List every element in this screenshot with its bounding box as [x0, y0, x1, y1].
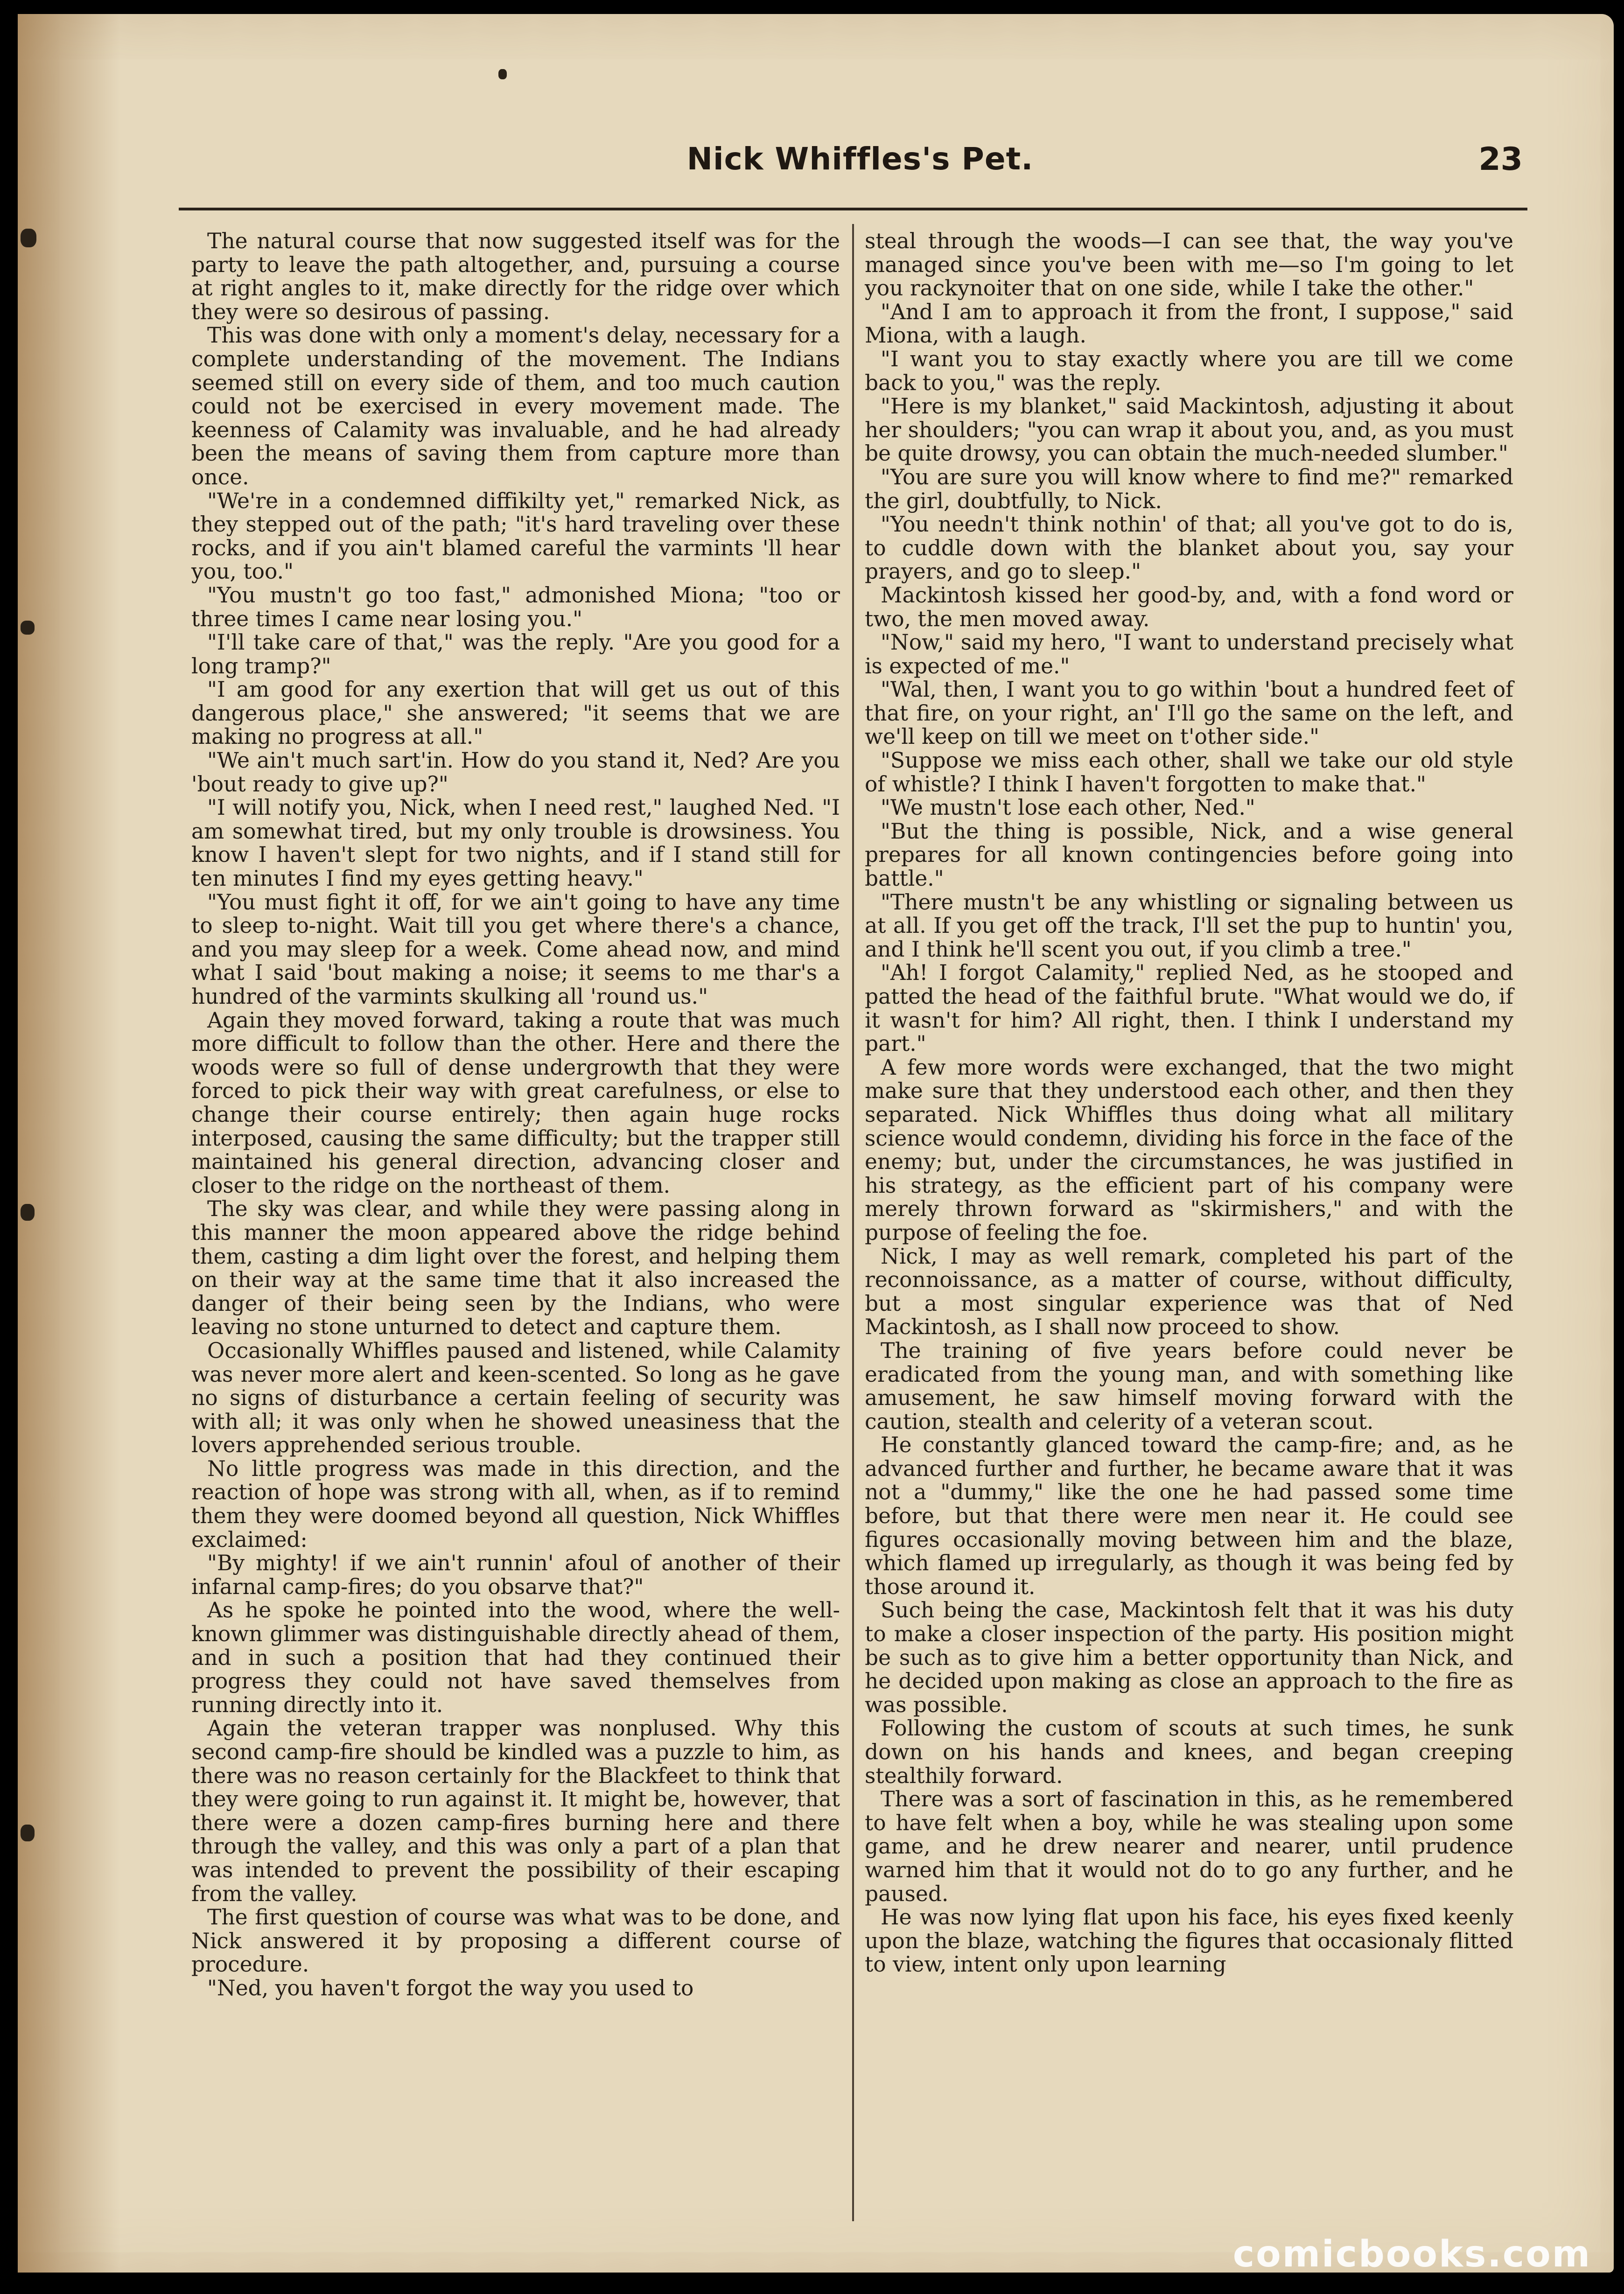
- paragraph: Again the veteran trapper was nonplused. Why this second camp-fire should be kindled was a puzzle to him, as there was no reason certainly for the Blackfeet to think that they were going to run against it. It might be, however, that there were a dozen camp-fires burning here and there through the valley, and this was only a part of a plan that was intended to prevent the possibility of their escaping from the valley.: [191, 1716, 840, 1906]
- book-page: [18, 14, 1614, 2273]
- paragraph: "You mustn't go too fast," admonished Miona; "too or three times I came near losing you.": [191, 582, 840, 631]
- paragraph: "I want you to stay exactly where you are till we come back to you," was the reply.: [865, 346, 1513, 395]
- paragraph: "Suppose we miss each other, shall we take our old style of whistle? I think I haven't forgotten to make that.": [865, 748, 1513, 797]
- left-column: [191, 230, 840, 2000]
- paragraph: "We're in a condemned diffikilty yet," remarked Nick, as they stepped out of the path; "it's hard traveling over these rocks, and if you ain't blamed careful the varmints 'll hear you, too.": [191, 488, 840, 584]
- binding-hole: [21, 1204, 35, 1221]
- paragraph: "We ain't much sart'in. How do you stand it, Ned? Are you 'bout ready to give up?": [191, 748, 840, 797]
- paragraph: "But the thing is possible, Nick, and a wise general prepares for all known contingencies before going into battle.": [865, 818, 1513, 891]
- paragraph: "There mustn't be any whistling or signaling between us at all. If you get off the track, I'll set the pup to huntin' you, and I think he'll scent you out, if you climb a tree.": [865, 889, 1513, 962]
- paragraph: A few more words were exchanged, that the two might make sure that they understood each other, and then they separated. Nick Whiffles thus doing what all military science would condemn, dividing his force in the face of the enemy; but, under the circumstances, he was justified in his strategy, as the efficient part of his company were merely thrown forward as "skirmishers," and with the purpose of feeling the foe.: [865, 1055, 1513, 1245]
- paragraph: "You needn't think nothin' of that; all you've got to do is, to cuddle down with the blanket about you, say your prayers, and go to sleep.": [865, 512, 1513, 584]
- binding-hole: [21, 1825, 35, 1841]
- paragraph: Following the custom of scouts at such times, he sunk down on his hands and knees, and began creeping stealthily forward.: [865, 1716, 1513, 1788]
- page-edge-stain: [18, 14, 120, 2273]
- watermark: comicbooks.com: [1232, 2233, 1591, 2275]
- paragraph: "Ah! I forgot Calamity," replied Ned, as he stooped and patted the head of the faithful brute. "What would we do, if it wasn't for him? All right, then. I think I understand my part.": [865, 960, 1513, 1056]
- paragraph: steal through the woods—I can see that, the way you've managed since you've been with me—so I'm going to let you rackynoiter that on one side, while I take the other.": [865, 229, 1513, 301]
- paragraph: "Here is my blanket," said Mackintosh, adjusting it about her shoulders; "you can wrap it about you, and, as you must be quite drowsy, you can obtain the much-needed slumber.": [865, 394, 1513, 466]
- paragraph: "Ned, you haven't forgot the way you used to: [207, 1975, 694, 2000]
- right-column: [865, 230, 1513, 1977]
- page-number: 23: [1478, 141, 1523, 178]
- paragraph: He constantly glanced toward the camp-fire; and, as he advanced further and further, he became aware that it was not a "dummy," like the one he had passed some time before, but that there were men near it. He could see figures occasionally moving between him and the blaze, which flamed up irregularly, as though it was being fed by those around it.: [865, 1433, 1513, 1599]
- ink-speck: [498, 69, 507, 79]
- paragraph: "Wal, then, I want you to go within 'bout a hundred feet of that fire, on your right, an' I'll go the same on the left, and we'll keep on till we meet on t'other side.": [865, 677, 1513, 749]
- paragraph: "I'll take care of that," was the reply. "Are you good for a long tramp?": [191, 630, 840, 678]
- paragraph: "We mustn't lose each other, Ned.": [881, 795, 1255, 820]
- running-title: Nick Whiffles's Pet.: [686, 141, 1034, 177]
- paragraph: "I am good for any exertion that will get us out of this dangerous place," she answered; "it seems that we are making no progress at all.": [191, 677, 840, 749]
- column-divider: [852, 224, 854, 2221]
- paragraph: Occasionally Whiffles paused and listened, while Calamity was never more alert and keen-scented. So long as he gave no signs of disturbance a certain feeling of security was with all; it was only when he showed uneasiness that the lovers apprehended serious trouble.: [191, 1338, 840, 1458]
- paragraph: "I will notify you, Nick, when I need rest," laughed Ned. "I am somewhat tired, but my only trouble is drowsiness. You know I haven't slept for two nights, and if I stand still for ten minutes I find my eyes getting heavy.": [191, 795, 840, 891]
- paragraph: There was a sort of fascination in this, as he remembered to have felt when a boy, while he was stealing upon some game, and he drew nearer and nearer, until prudence warned him that it would not do to go any further, and he paused.: [865, 1787, 1513, 1906]
- page-header: [197, 141, 1523, 192]
- binding-hole: [21, 621, 35, 635]
- paragraph: As he spoke he pointed into the wood, where the well-known glimmer was distinguishable directly ahead of them, and in such a position that had they continued their progress they could not have saved themselves from running directly into it.: [191, 1598, 840, 1717]
- paragraph: "You are sure you will know where to find me?" remarked the girl, doubtfully, to Nick.: [865, 464, 1513, 513]
- paragraph: The first question of course was what was to be done, and Nick answered it by proposing a different course of procedure.: [191, 1905, 840, 1977]
- paragraph: "By mighty! if we ain't runnin' afoul of another of their infarnal camp-fires; do you obsarve that?": [191, 1551, 840, 1599]
- paragraph: The natural course that now suggested itself was for the party to leave the path altogether, and, pursuing a course at right angles to it, make directly for the ridge over which they were so desirous of passing.: [191, 229, 840, 324]
- paragraph: The training of five years before could never be eradicated from the young man, and with something like amusement, he saw himself moving forward with the caution, stealth and celerity of a veteran scout.: [865, 1338, 1513, 1434]
- paragraph: The sky was clear, and while they were passing along in this manner the moon appeared above the ridge behind them, casting a dim light over the forest, and helping them on their way at the same time that it also increased the danger of their being seen by the Indians, who were leaving no stone unturned to detect and capture them.: [191, 1196, 840, 1340]
- paragraph: Nick, I may as well remark, completed his part of the reconnoissance, as a matter of course, without difficulty, but a most singular experience was that of Ned Mackintosh, as I shall now proceed to show.: [865, 1244, 1513, 1340]
- paragraph: This was done with only a moment's delay, necessary for a complete understanding of the movement. The Indians seemed still on every side of them, and too much caution could not be exercised in every movement made. The keenness of Calamity was invaluable, and he had already been the means of saving them from capture more than once.: [191, 323, 840, 490]
- paragraph: Again they moved forward, taking a route that was much more difficult to follow than the other. Here and there the woods were so full of dense undergrowth that they were forced to pick their way with great carefulness, or else to change their course entirely; then again huge rocks interposed, causing the same difficulty; but the trapper still maintained his general direction, advancing closer and closer to the ridge on the northeast of them.: [191, 1007, 840, 1198]
- paragraph: "And I am to approach it from the front, I suppose," said Miona, with a laugh.: [865, 299, 1513, 348]
- paragraph: "You must fight it off, for we ain't going to have any time to sleep to-night. Wait till you get where there's a chance, and you may sleep for a week. Come ahead now, and mind what I said 'bout making a noise; it seems to me thar's a hundred of the varmints skulking all 'round us.": [191, 889, 840, 1009]
- binding-hole: [21, 229, 36, 247]
- header-rule: [179, 208, 1527, 210]
- paragraph: He was now lying flat upon his face, his eyes fixed keenly upon the blaze, watching the figures that occasionaly flitted to view, intent only upon learning: [865, 1905, 1513, 1977]
- paragraph: Mackintosh kissed her good-by, and, with a fond word or two, the men moved away.: [865, 582, 1513, 631]
- paragraph: No little progress was made in this direction, and the reaction of hope was strong with all, when, as if to remind them they were doomed beyond all question, Nick Whiffles exclaimed:: [191, 1456, 840, 1552]
- paragraph: "Now," said my hero, "I want to understand precisely what is expected of me.": [865, 630, 1513, 678]
- paragraph: Such being the case, Mackintosh felt that it was his duty to make a closer inspection of the party. His position might be such as to give him a better opportunity than Nick, and he decided upon making as close an approach to the fire as was possible.: [865, 1598, 1513, 1717]
